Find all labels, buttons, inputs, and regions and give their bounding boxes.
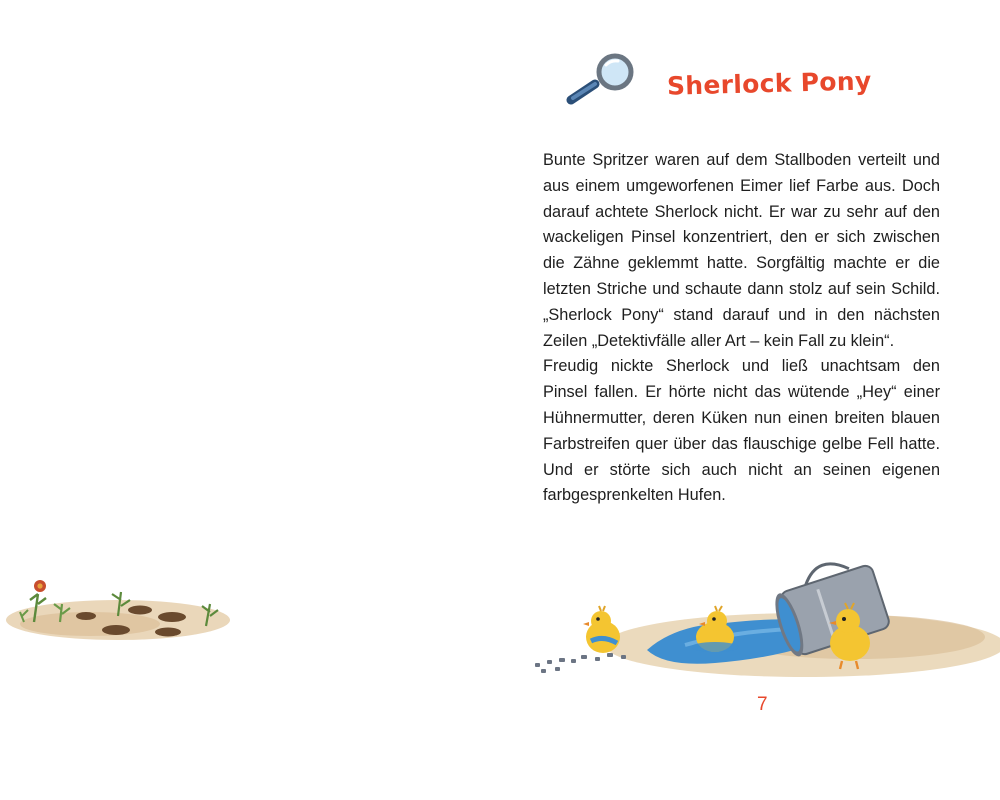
- story-text: [543, 148, 940, 509]
- spilled-paint-bucket-illustration: [525, 555, 1000, 695]
- chick: [583, 606, 620, 653]
- page-number: 7: [757, 694, 768, 715]
- chapter-header: [565, 52, 872, 112]
- paragraph: Freudig nickte Sherlock und ließ unachtsam den Pinsel fallen. Er hörte nicht das wütende „Hey“ einer Hühnermutter, deren Küken nun einen breiten blauen Farbstreifen quer über das flauschige gelbe Fell hatte. Und er störte sich auch nicht an seinen eigenen farbgesprenkelten Hufen.: [543, 357, 940, 505]
- paragraph: Bunte Spritzer waren auf dem Stallboden verteilt und aus einem umgeworfenen Eimer lief Farbe aus. Doch darauf achtete Sherlock nicht. Er war zu sehr auf den wackeligen Pinsel konzentriert, den er sich zwischen die Zähne geklemmt hatte. Sorgfältig machte er die letzten Striche und schaute dann stolz auf sein Schild. „Sherlock Pony“ stand darauf und in den nächsten Zeilen „Detektivfälle aller Art – kein Fall zu klein“.: [543, 151, 940, 350]
- magnifying-glass-icon: [565, 52, 645, 112]
- chapter-title: Sherlock Pony: [666, 66, 872, 101]
- hoofprints-illustration: [0, 570, 240, 660]
